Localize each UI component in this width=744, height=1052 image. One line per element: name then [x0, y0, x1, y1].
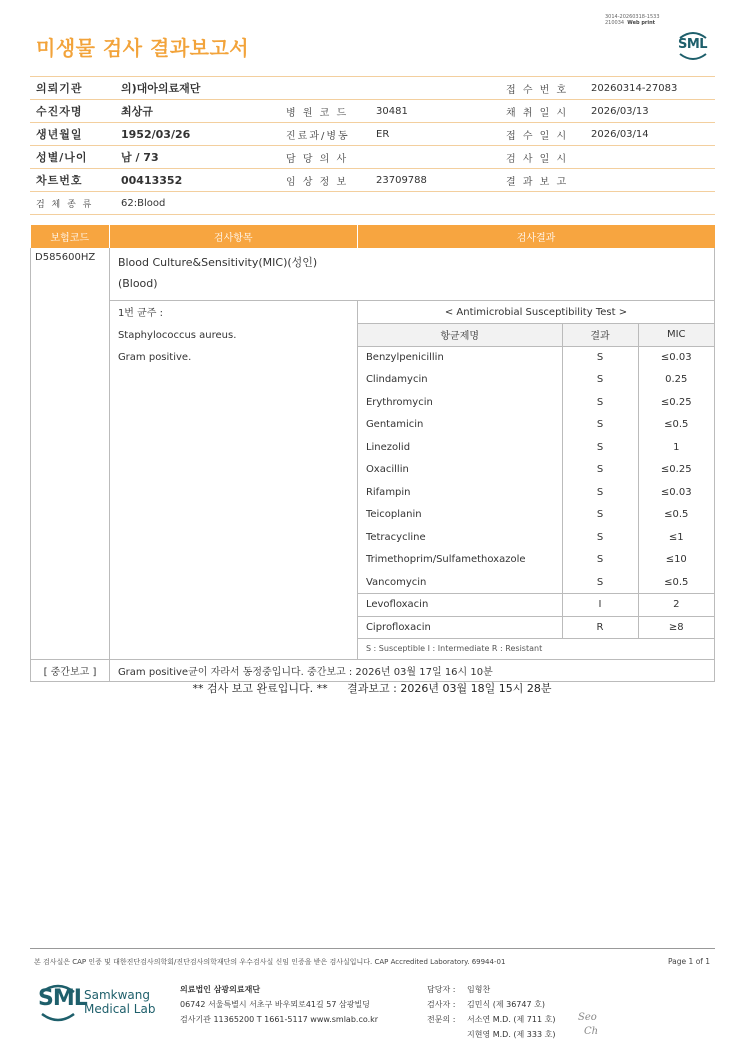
- info-row: [30, 123, 715, 146]
- drug-result: R: [562, 616, 638, 639]
- specimen-label: 검 체 종 류: [30, 192, 115, 215]
- legend-row: [358, 639, 714, 659]
- info-value: ER: [370, 123, 500, 146]
- staff-info: [427, 982, 555, 1042]
- insurance-code: D585600HZ: [31, 248, 110, 659]
- header-test-result: 검사결과: [357, 225, 714, 248]
- drug-name: Gentamicin: [358, 414, 562, 437]
- logo-name-line1: Samkwang: [84, 988, 150, 1002]
- drug-name: Ciprofloxacin: [358, 616, 562, 639]
- result-legend: S : Susceptible I : Intermediate R : Resistant: [358, 639, 714, 659]
- signature-1: Seo: [578, 1012, 597, 1023]
- info-value: 00413352: [115, 169, 280, 192]
- info-value: [585, 169, 715, 192]
- staff-role: 담당자 :: [427, 985, 456, 994]
- info-label: 검 사 일 시: [500, 146, 585, 169]
- test-name-line2: (Blood): [117, 277, 158, 290]
- drug-result: S: [562, 436, 638, 459]
- info-value: 의)대아의료재단: [115, 77, 280, 100]
- staff-name: 임형찬: [467, 985, 491, 994]
- drug-row: [358, 504, 714, 527]
- org-address: 06742 서울특별시 서초구 바우뫼로41길 57 삼광빌딩: [180, 1000, 370, 1009]
- org-name: 의료법인 삼광의료재단: [180, 985, 261, 994]
- info-value: 30481: [370, 100, 500, 123]
- drug-name: Vancomycin: [358, 571, 562, 594]
- drug-row: [358, 526, 714, 549]
- final-report-line: [0, 680, 744, 696]
- certification-note: 본 검사실은 CAP 인증 및 대한진단검사의학회/진단검사의학재단의 우수검사실 신임 인증을 받은 검사실입니다. CAP Accredited Laboratory. 69944-01: [34, 958, 506, 966]
- drug-name: Clindamycin: [358, 369, 562, 392]
- drug-name: Rifampin: [358, 481, 562, 504]
- drug-row: [358, 436, 714, 459]
- interim-label: [ 중간보고 ]: [31, 659, 110, 681]
- logo-text: SML: [678, 37, 708, 52]
- staff-role: 전문의 :: [427, 1015, 456, 1024]
- drug-result: S: [562, 346, 638, 369]
- info-value: 남 / 73: [115, 146, 280, 169]
- info-row: [30, 146, 715, 169]
- drug-row: [358, 616, 714, 639]
- info-value: 최상규: [115, 100, 280, 123]
- info-value: 1952/03/26: [115, 123, 280, 146]
- drug-mic: ≤0.25: [660, 464, 692, 476]
- drug-result: S: [562, 549, 638, 572]
- drug-row: [358, 571, 714, 594]
- header-insurance-code: 보험코드: [31, 225, 110, 248]
- drug-mic: ≤1: [668, 531, 684, 543]
- info-label: 담 당 의 사: [280, 146, 370, 169]
- org-contact: 검사기관 11365200 T 1661-5117 www.smlab.co.kr: [180, 1015, 379, 1024]
- page-number: Page 1 of 1: [668, 957, 711, 966]
- staff-name: 김민식 (제 36747 호): [467, 1000, 545, 1009]
- staff-role: 검사자 :: [427, 1000, 456, 1009]
- organism-name: Staphylococcus aureus.: [117, 330, 237, 341]
- info-label: 채 취 일 시: [500, 100, 585, 123]
- staff-row: [427, 1027, 555, 1042]
- info-label: 진료과/병동: [280, 123, 370, 146]
- info-label: 수진자명: [30, 100, 115, 123]
- info-label: 접 수 일 시: [500, 123, 585, 146]
- drug-row: [358, 481, 714, 504]
- report-complete: ** 검사 보고 완료입니다. **: [192, 682, 328, 695]
- drug-result: S: [562, 526, 638, 549]
- info-label: 성별/나이: [30, 146, 115, 169]
- drug-result: S: [562, 414, 638, 437]
- info-label: 차트번호: [30, 169, 115, 192]
- drug-name: Teicoplanin: [358, 504, 562, 527]
- drug-name: Erythromycin: [358, 391, 562, 414]
- drug-result: S: [562, 459, 638, 482]
- drug-result: S: [562, 504, 638, 527]
- info-row: [30, 77, 715, 100]
- drug-mic: ≤0.03: [660, 486, 692, 498]
- logo-company-name: [84, 988, 155, 1016]
- drug-mic: ≤0.5: [664, 509, 689, 521]
- signature-2: Ch: [584, 1026, 599, 1037]
- staff-row: [427, 997, 555, 1012]
- staff-row: [427, 982, 555, 997]
- drug-result: I: [562, 594, 638, 617]
- sml-logo-bottom: [36, 982, 166, 1024]
- staff-name: 서소연 M.D. (제 711 호): [467, 1015, 556, 1024]
- results-table: [30, 225, 715, 682]
- staff-name: 지현영 M.D. (제 333 호): [467, 1030, 556, 1039]
- footer-divider: [30, 948, 715, 949]
- organism-gram: Gram positive.: [117, 352, 192, 363]
- info-value: [370, 146, 500, 169]
- web-print-label: Web print: [627, 20, 656, 26]
- staff-role: [427, 1027, 467, 1042]
- drug-row: [358, 414, 714, 437]
- print-id-line1: 3014-20260318-1533: [605, 14, 660, 20]
- print-id-line2: 210034: [605, 20, 625, 26]
- test-name: [110, 248, 714, 301]
- sml-logo-top: [674, 28, 712, 62]
- info-value: [585, 146, 715, 169]
- drug-name: Benzylpenicillin: [358, 346, 562, 369]
- organism-panel: [110, 301, 358, 659]
- drug-result: S: [562, 369, 638, 392]
- drug-name: Oxacillin: [358, 459, 562, 482]
- logo-name-line2: Medical Lab: [84, 1002, 156, 1016]
- drug-name: Tetracycline: [358, 526, 562, 549]
- drug-row: [358, 459, 714, 482]
- drug-result: S: [562, 571, 638, 594]
- test-name-line1: Blood Culture&Sensitivity(MIC)(성인): [117, 256, 318, 269]
- organism-label: 1번 균주 :: [117, 308, 164, 319]
- info-label: 접 수 번 호: [500, 77, 585, 100]
- drug-mic: ≥8: [638, 616, 714, 639]
- ast-title: < Antimicrobial Susceptibility Test >: [358, 301, 714, 324]
- specimen-row: [30, 192, 715, 215]
- drug-row: [358, 391, 714, 414]
- drug-result: S: [562, 481, 638, 504]
- info-row: [30, 100, 715, 123]
- drug-name: Levofloxacin: [358, 594, 562, 617]
- drug-row: [358, 346, 714, 369]
- column-mic: MIC: [638, 324, 714, 347]
- info-value: 2026/03/13: [585, 100, 715, 123]
- patient-info-table: [30, 76, 715, 215]
- drug-mic: 1: [673, 441, 680, 453]
- info-label: 결 과 보 고: [500, 169, 585, 192]
- drug-name: Trimethoprim/Sulfamethoxazole: [358, 549, 562, 572]
- header-test-item: 검사항목: [109, 225, 357, 248]
- logo-sml-text: SML: [38, 986, 87, 1011]
- drug-mic: ≤0.25: [660, 396, 692, 408]
- staff-row: [427, 1012, 555, 1027]
- drug-mic: ≤0.5: [664, 419, 689, 431]
- info-value: 20260314-27083: [585, 77, 715, 100]
- column-drug: 항균제명: [358, 324, 562, 347]
- info-value: 23709788: [370, 169, 500, 192]
- interim-text: Gram positive균이 자라서 동정중입니다. 중간보고 : 2026년 03월 17일 16시 10분: [109, 659, 714, 681]
- result-body: [109, 248, 714, 659]
- susceptibility-panel: [358, 301, 714, 659]
- drug-mic: 2: [638, 594, 714, 617]
- info-value: 2026/03/14: [585, 123, 715, 146]
- drug-result: S: [562, 391, 638, 414]
- column-result: 결과: [562, 324, 638, 347]
- info-label: 생년월일: [30, 123, 115, 146]
- drug-row: [358, 369, 714, 392]
- print-id: [605, 14, 660, 26]
- drug-mic: ≤0.5: [664, 576, 689, 588]
- drug-mic: ≤0.03: [660, 352, 692, 363]
- info-label: 의뢰기관: [30, 77, 115, 100]
- drug-row: [358, 594, 714, 617]
- info-label: 병 원 코 드: [280, 100, 370, 123]
- specimen-value: 62:Blood: [115, 192, 715, 215]
- organization-info: [180, 982, 378, 1027]
- report-time: 결과보고 : 2026년 03월 18일 15시 28분: [347, 682, 552, 695]
- report-title: 미생물 검사 결과보고서: [36, 36, 250, 60]
- drug-mic: 0.25: [665, 374, 688, 386]
- drug-name: Linezolid: [358, 436, 562, 459]
- info-row: [30, 169, 715, 192]
- info-label: 임 상 정 보: [280, 169, 370, 192]
- drug-row: [358, 549, 714, 572]
- drug-mic: ≤10: [665, 554, 687, 566]
